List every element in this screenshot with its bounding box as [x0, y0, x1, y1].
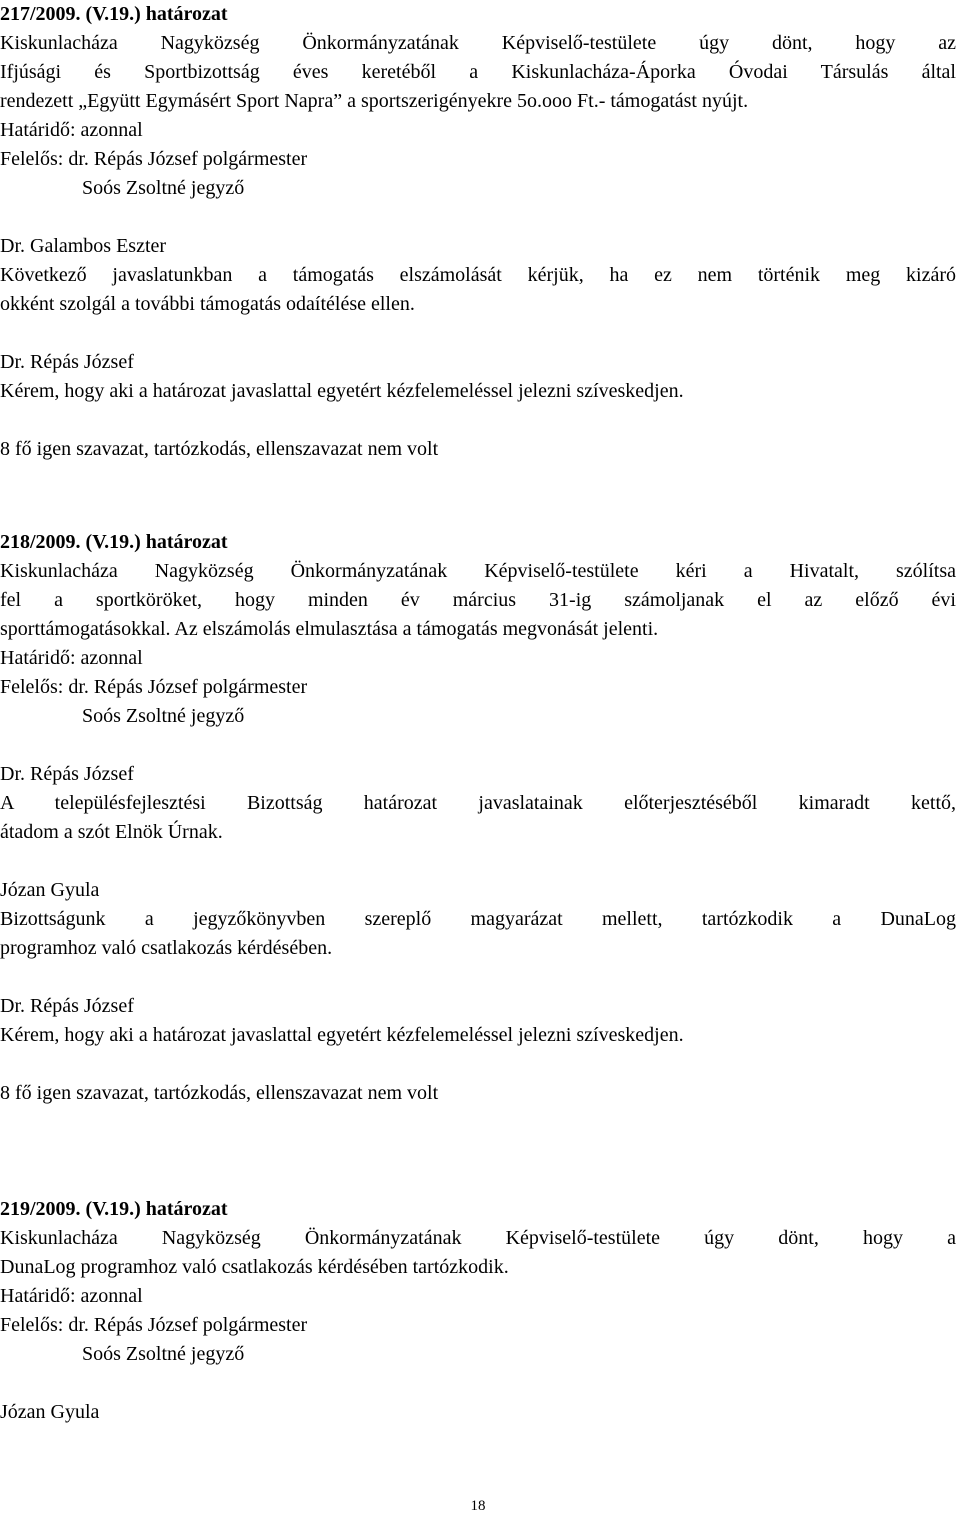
resolution-219-text-line-1: Kiskunlacháza Nagyközség Önkormányzatának Képviselő-testülete úgy dönt, hogy a	[0, 1227, 956, 1249]
resolution-218-responsible: Felelős: dr. Répás József polgármester	[0, 676, 308, 698]
resolution-218-text-line-2: fel a sportköröket, hogy minden év március 31-ig számoljanak el az előző évi	[0, 589, 956, 611]
resolution-217-deadline: Határidő: azonnal	[0, 119, 143, 141]
resolution-218-deadline: Határidő: azonnal	[0, 647, 143, 669]
speaker-jozan-1: Józan Gyula	[0, 879, 100, 901]
resolution-219-deadline: Határidő: azonnal	[0, 1285, 143, 1307]
repas-1-text: Kérem, hogy aki a határozat javaslattal egyetért kézfelemeléssel jelezni szíveskedjen.	[0, 380, 684, 402]
vote-result-2: 8 fő igen szavazat, tartózkodás, ellenszavazat nem volt	[0, 1082, 439, 1104]
resolution-217-responsible: Felelős: dr. Répás József polgármester	[0, 148, 308, 170]
resolution-217-text-line-1: Kiskunlacháza Nagyközség Önkormányzatának Képviselő-testülete úgy dönt, hogy az	[0, 32, 956, 54]
speaker-galambos: Dr. Galambos Eszter	[0, 235, 167, 257]
vote-result-1: 8 fő igen szavazat, tartózkodás, ellenszavazat nem volt	[0, 438, 439, 460]
resolution-218-text-line-1: Kiskunlacháza Nagyközség Önkormányzatának Képviselő-testülete kéri a Hivatalt, szólítsa	[0, 560, 956, 582]
resolution-217-text-line-3: rendezett „Együtt Egymásért Sport Napra” a sportszerigényekre 5o.ooo Ft.- támogatást nyújt.	[0, 90, 749, 112]
galambos-text-line-1: Következő javaslatunkban a támogatás elszámolását kérjük, ha ez nem történik meg kizáró	[0, 264, 956, 286]
resolution-218-title: 218/2009. (V.19.) határozat	[0, 531, 228, 553]
resolution-219-responsible-2: Soós Zsoltné jegyző	[82, 1343, 245, 1365]
resolution-217-title: 217/2009. (V.19.) határozat	[0, 3, 228, 25]
resolution-219-title: 219/2009. (V.19.) határozat	[0, 1198, 228, 1220]
resolution-217-text-line-2: Ifjúsági és Sportbizottság éves keretéből a Kiskunlacháza-Áporka Óvodai Társulás által	[0, 61, 956, 83]
resolution-217-responsible-2: Soós Zsoltné jegyző	[82, 177, 245, 199]
speaker-repas-1: Dr. Répás József	[0, 351, 134, 373]
repas-2-text-line-1: A településfejlesztési Bizottság határozat javaslatainak előterjesztéséből kimaradt kettő,	[0, 792, 956, 814]
resolution-218-text-line-3: sporttámogatásokkal. Az elszámolás elmulasztása a támogatás megvonását jelenti.	[0, 618, 659, 640]
jozan-1-text-line-2: programhoz való csatlakozás kérdésében.	[0, 937, 333, 959]
page-number: 18	[470, 1498, 486, 1514]
resolution-218-responsible-2: Soós Zsoltné jegyző	[82, 705, 245, 727]
speaker-jozan-2: Józan Gyula	[0, 1401, 100, 1423]
resolution-219-responsible: Felelős: dr. Répás József polgármester	[0, 1314, 308, 1336]
speaker-repas-3: Dr. Répás József	[0, 995, 134, 1017]
repas-2-text-line-2: átadom a szót Elnök Úrnak.	[0, 821, 223, 843]
speaker-repas-2: Dr. Répás József	[0, 763, 134, 785]
repas-3-text: Kérem, hogy aki a határozat javaslattal egyetért kézfelemeléssel jelezni szíveskedjen.	[0, 1024, 684, 1046]
jozan-1-text-line-1: Bizottságunk a jegyzőkönyvben szereplő magyarázat mellett, tartózkodik a DunaLog	[0, 908, 956, 930]
galambos-text-line-2: okként szolgál a további támogatás odaítélése ellen.	[0, 293, 415, 315]
resolution-219-text-line-2: DunaLog programhoz való csatlakozás kérdésében tartózkodik.	[0, 1256, 509, 1278]
